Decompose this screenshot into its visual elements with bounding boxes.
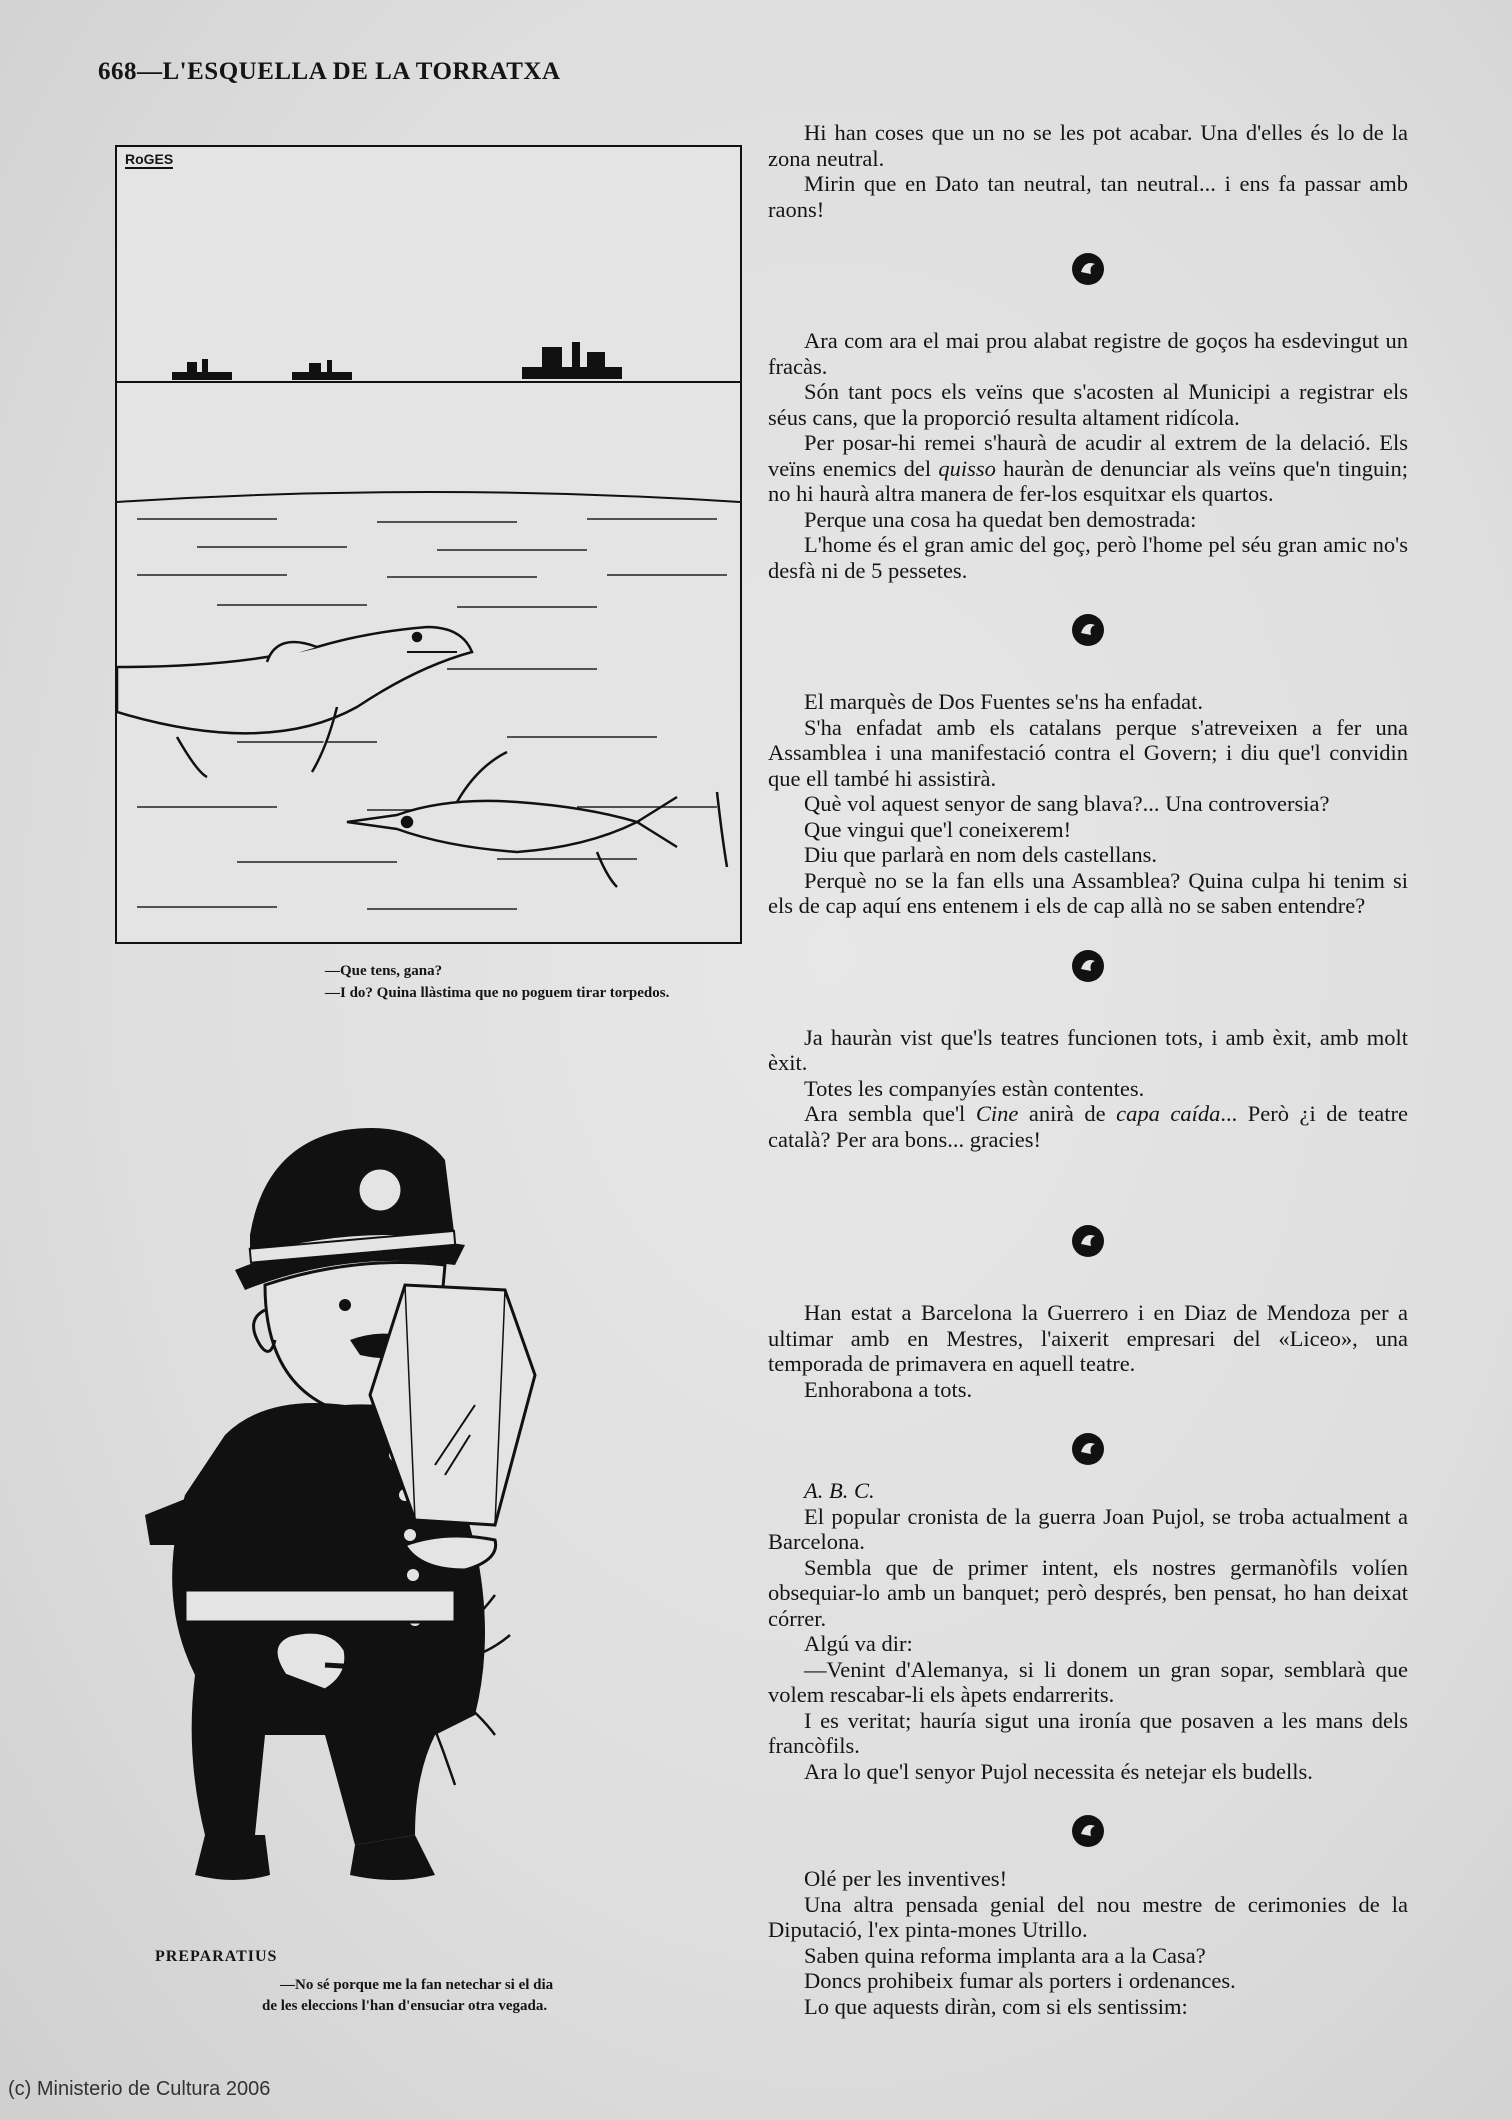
swordfish-drawing	[347, 752, 727, 887]
caption-line: —I do? Quina llàstima que no poguem tirar torpedos.	[325, 985, 670, 1001]
sea-drawing	[117, 147, 740, 942]
paragraph: —Venint d'Alemanya, si li donem un gran sopar, semblarà que volem rescabar-li els àpets endarrerits.	[768, 1656, 1408, 1707]
paragraph: Perquè no se la fan ells una Assamblea? Quina culpa hi tenim si els de cap aquí ens entenem i els de cap allà no se saben entendre?	[768, 867, 1408, 918]
paragraph: L'home és el gran amic del goç, però l'home pel séu gran amic no's desfà ni de 5 pessetes.	[768, 532, 1408, 583]
warship-icon	[292, 360, 352, 380]
paragraph: Una altra pensada genial del nou mestre de cerimonies de la Diputació, l'ex pinta-mones Utrillo.	[768, 1891, 1408, 1942]
paragraph: Mirin que en Dato tan neutral, tan neutral... i ens fa passar amb raons!	[768, 171, 1408, 222]
cartoon2-caption	[262, 1975, 702, 2017]
warship-icon	[522, 342, 622, 379]
section-ornament-icon	[1071, 1432, 1105, 1466]
article-column	[768, 120, 1408, 2019]
text-run: anirà de	[1018, 1101, 1117, 1126]
cartoon-sea-illustration	[115, 145, 742, 944]
paragraph: Ara lo que'l senyor Pujol necessita és netejar els budells.	[804, 1758, 1313, 1784]
artist-signature: RoGES	[125, 151, 174, 167]
text-run: hauràn de denunciar als veïns que'n tinguin; no hi haurà altra manera de fer-los esquitxar els quartos.	[768, 455, 1408, 506]
paragraph: Algú va dir:	[804, 1631, 913, 1656]
paragraph: El marquès de Dos Fuentes se'ns ha enfadat.	[804, 689, 1203, 714]
paragraph: Ja hauràn vist que'ls teatres funcionen tots, i amb èxit, amb molt èxit.	[768, 1024, 1408, 1075]
section-ornament-icon	[1071, 1814, 1105, 1848]
section-subtitle: A. B. C.	[804, 1478, 875, 1503]
paragraph: Enhorabona a tots.	[804, 1376, 973, 1402]
paragraph: Han estat a Barcelona la Guerrero i en Diaz de Mendoza per a ultimar amb en Mestres, l'aixerit empresari del «Liceo», una temporada de primavera en aquell teatre.	[768, 1300, 1408, 1376]
paragraph: Que vingui que'l coneixerem!	[804, 816, 1072, 842]
paragraph: Sembla que de primer intent, els nostres germanòfils volíen obsequiar-lo amb un banquet; però després, ben pensat, ho han deixat córrer.	[768, 1554, 1408, 1631]
italic-term: Cine	[975, 1101, 1019, 1126]
paragraph: Ara com ara el mai prou alabat registre de goços ha esdevingut un fracàs.	[768, 328, 1408, 379]
section-ornament-icon	[1071, 949, 1105, 983]
caption-line: —Que tens, gana?	[325, 963, 443, 979]
paragraph: Lo que aquests diràn, com si els sentissim:	[804, 1993, 1188, 2019]
cartoon1-caption	[325, 960, 705, 1004]
section-ornament-icon	[1071, 613, 1105, 647]
italic-term: quisso	[938, 455, 996, 481]
section-ornament-icon	[1071, 1224, 1105, 1258]
paragraph: Què vol aquest senyor de sang blava?... Una controversia?	[804, 791, 1330, 816]
caption-line: de les eleccions l'han d'ensuciar otra vegada.	[262, 1998, 548, 2014]
paragraph: Saben quina reforma implanta ara a la Casa?	[804, 1942, 1206, 1968]
paragraph	[768, 430, 1408, 507]
paragraph: Hi han coses que un no se les pot acabar. Una d'elles és lo de la zona neutral.	[768, 120, 1408, 171]
paragraph	[768, 1101, 1408, 1152]
page-header: 668—L'ESQUELLA DE LA TORRATXA	[98, 58, 561, 85]
paragraph: I es veritat; hauría sigut una ironía que posaven a les mans dels francòfils.	[768, 1707, 1408, 1758]
paragraph: Diu que parlarà en nom dels castellans.	[804, 842, 1158, 867]
paragraph: S'ha enfadat amb els catalans perque s'atreveixen a fer una Assamblea i una manifestació contra el Govern; i diu que'l convidin que ell també hi assistirà.	[768, 714, 1408, 791]
cartoon-policeman-illustration	[115, 1075, 745, 1925]
copyright-notice: (c) Ministerio de Cultura 2006	[8, 2078, 271, 2100]
paragraph: Olé per les inventives!	[804, 1866, 1008, 1891]
paragraph: Totes les companyíes estàn contentes.	[804, 1075, 1145, 1101]
paragraph: Són tant pocs els veïns que s'acosten al Municipi a registrar els séus cans, que la proporció resulta altament ridícola.	[768, 379, 1408, 430]
text-run: ... Però ¿i de teatre català? Per ara bons... gracies!	[768, 1101, 1408, 1152]
paragraph: Perque una cosa ha quedat ben demostrada:	[804, 506, 1197, 532]
shark-drawing	[117, 627, 472, 777]
cartoon2-title: PREPARATIUS	[155, 1948, 278, 1965]
text-run: Per posar-hi remei s'haurà de acudir al extrem de la delació. Els veïns enemics del	[768, 430, 1408, 481]
text-run: Ara sembla que'l	[804, 1101, 976, 1126]
paragraph: Doncs prohibeix fumar als porters i ordenances.	[804, 1968, 1236, 1993]
policeman-drawing	[115, 1075, 745, 1925]
paragraph: El popular cronista de la guerra Joan Pujol, se troba actualment a Barcelona.	[768, 1503, 1408, 1554]
section-ornament-icon	[1071, 252, 1105, 286]
warship-icon	[172, 359, 232, 380]
italic-term: capa caída	[1116, 1101, 1221, 1126]
caption-line: —No sé porque me la fan netechar si el dia	[280, 1977, 554, 1993]
